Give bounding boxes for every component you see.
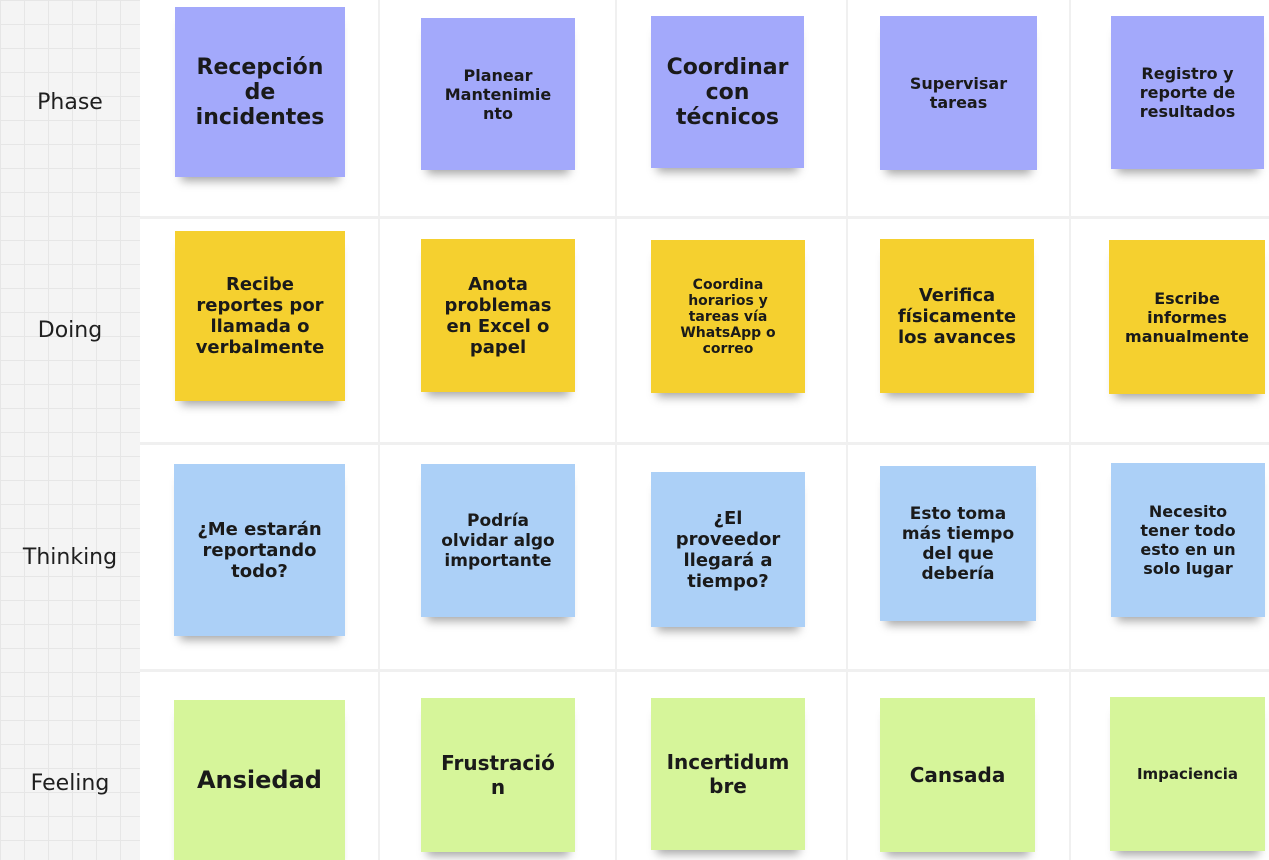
- sticky-note-feeling[interactable]: Cansada: [880, 698, 1035, 852]
- sticky-note-thinking[interactable]: ¿El proveedor llegará a tiempo?: [651, 472, 805, 627]
- row-label-thinking: Thinking: [22, 545, 118, 570]
- sticky-note-doing[interactable]: Escribe informes manualmente: [1109, 240, 1265, 394]
- column-divider: [615, 0, 617, 860]
- sticky-note-doing[interactable]: Verifica físicamente los avances: [880, 239, 1034, 393]
- row-label-feeling: Feeling: [30, 771, 110, 796]
- sticky-note-phase[interactable]: Planear Mantenimiento: [421, 18, 575, 170]
- sticky-note-doing[interactable]: Recibe reportes por llamada o verbalmente: [175, 231, 345, 401]
- sticky-note-feeling[interactable]: Frustración: [421, 698, 575, 852]
- sticky-note-thinking[interactable]: Necesito tener todo esto en un solo lugar: [1111, 463, 1265, 617]
- sticky-note-feeling[interactable]: Ansiedad: [174, 700, 345, 860]
- row-label-phase: Phase: [37, 90, 103, 115]
- row-divider: [140, 216, 1269, 219]
- sticky-note-feeling[interactable]: Incertidumbre: [651, 698, 805, 850]
- sticky-note-phase[interactable]: Coordinarcon técnicos: [651, 16, 804, 168]
- column-divider: [846, 0, 848, 860]
- row-divider: [140, 442, 1269, 445]
- sticky-note-phase[interactable]: Registro y reporte de resultados: [1111, 16, 1264, 169]
- column-divider: [1069, 0, 1071, 860]
- sticky-note-doing[interactable]: Anota problemas en Excel o papel: [421, 239, 575, 392]
- row-divider: [140, 669, 1269, 672]
- column-divider: [378, 0, 380, 860]
- sticky-note-feeling[interactable]: Impaciencia: [1110, 697, 1265, 851]
- canvas-grid-background: [0, 0, 140, 860]
- sticky-note-phase[interactable]: Recepción de incidentes: [175, 7, 345, 177]
- sticky-note-phase[interactable]: Supervisar tareas: [880, 16, 1037, 170]
- row-label-doing: Doing: [37, 318, 103, 343]
- sticky-note-doing[interactable]: Coordina horarios y tareas vía WhatsApp o correo: [651, 240, 805, 393]
- sticky-note-thinking[interactable]: Esto toma más tiempo del que debería: [880, 466, 1036, 621]
- sticky-note-thinking[interactable]: Podría olvidar algo importante: [421, 464, 575, 617]
- sticky-note-thinking[interactable]: ¿Me estarán reportando todo?: [174, 464, 345, 636]
